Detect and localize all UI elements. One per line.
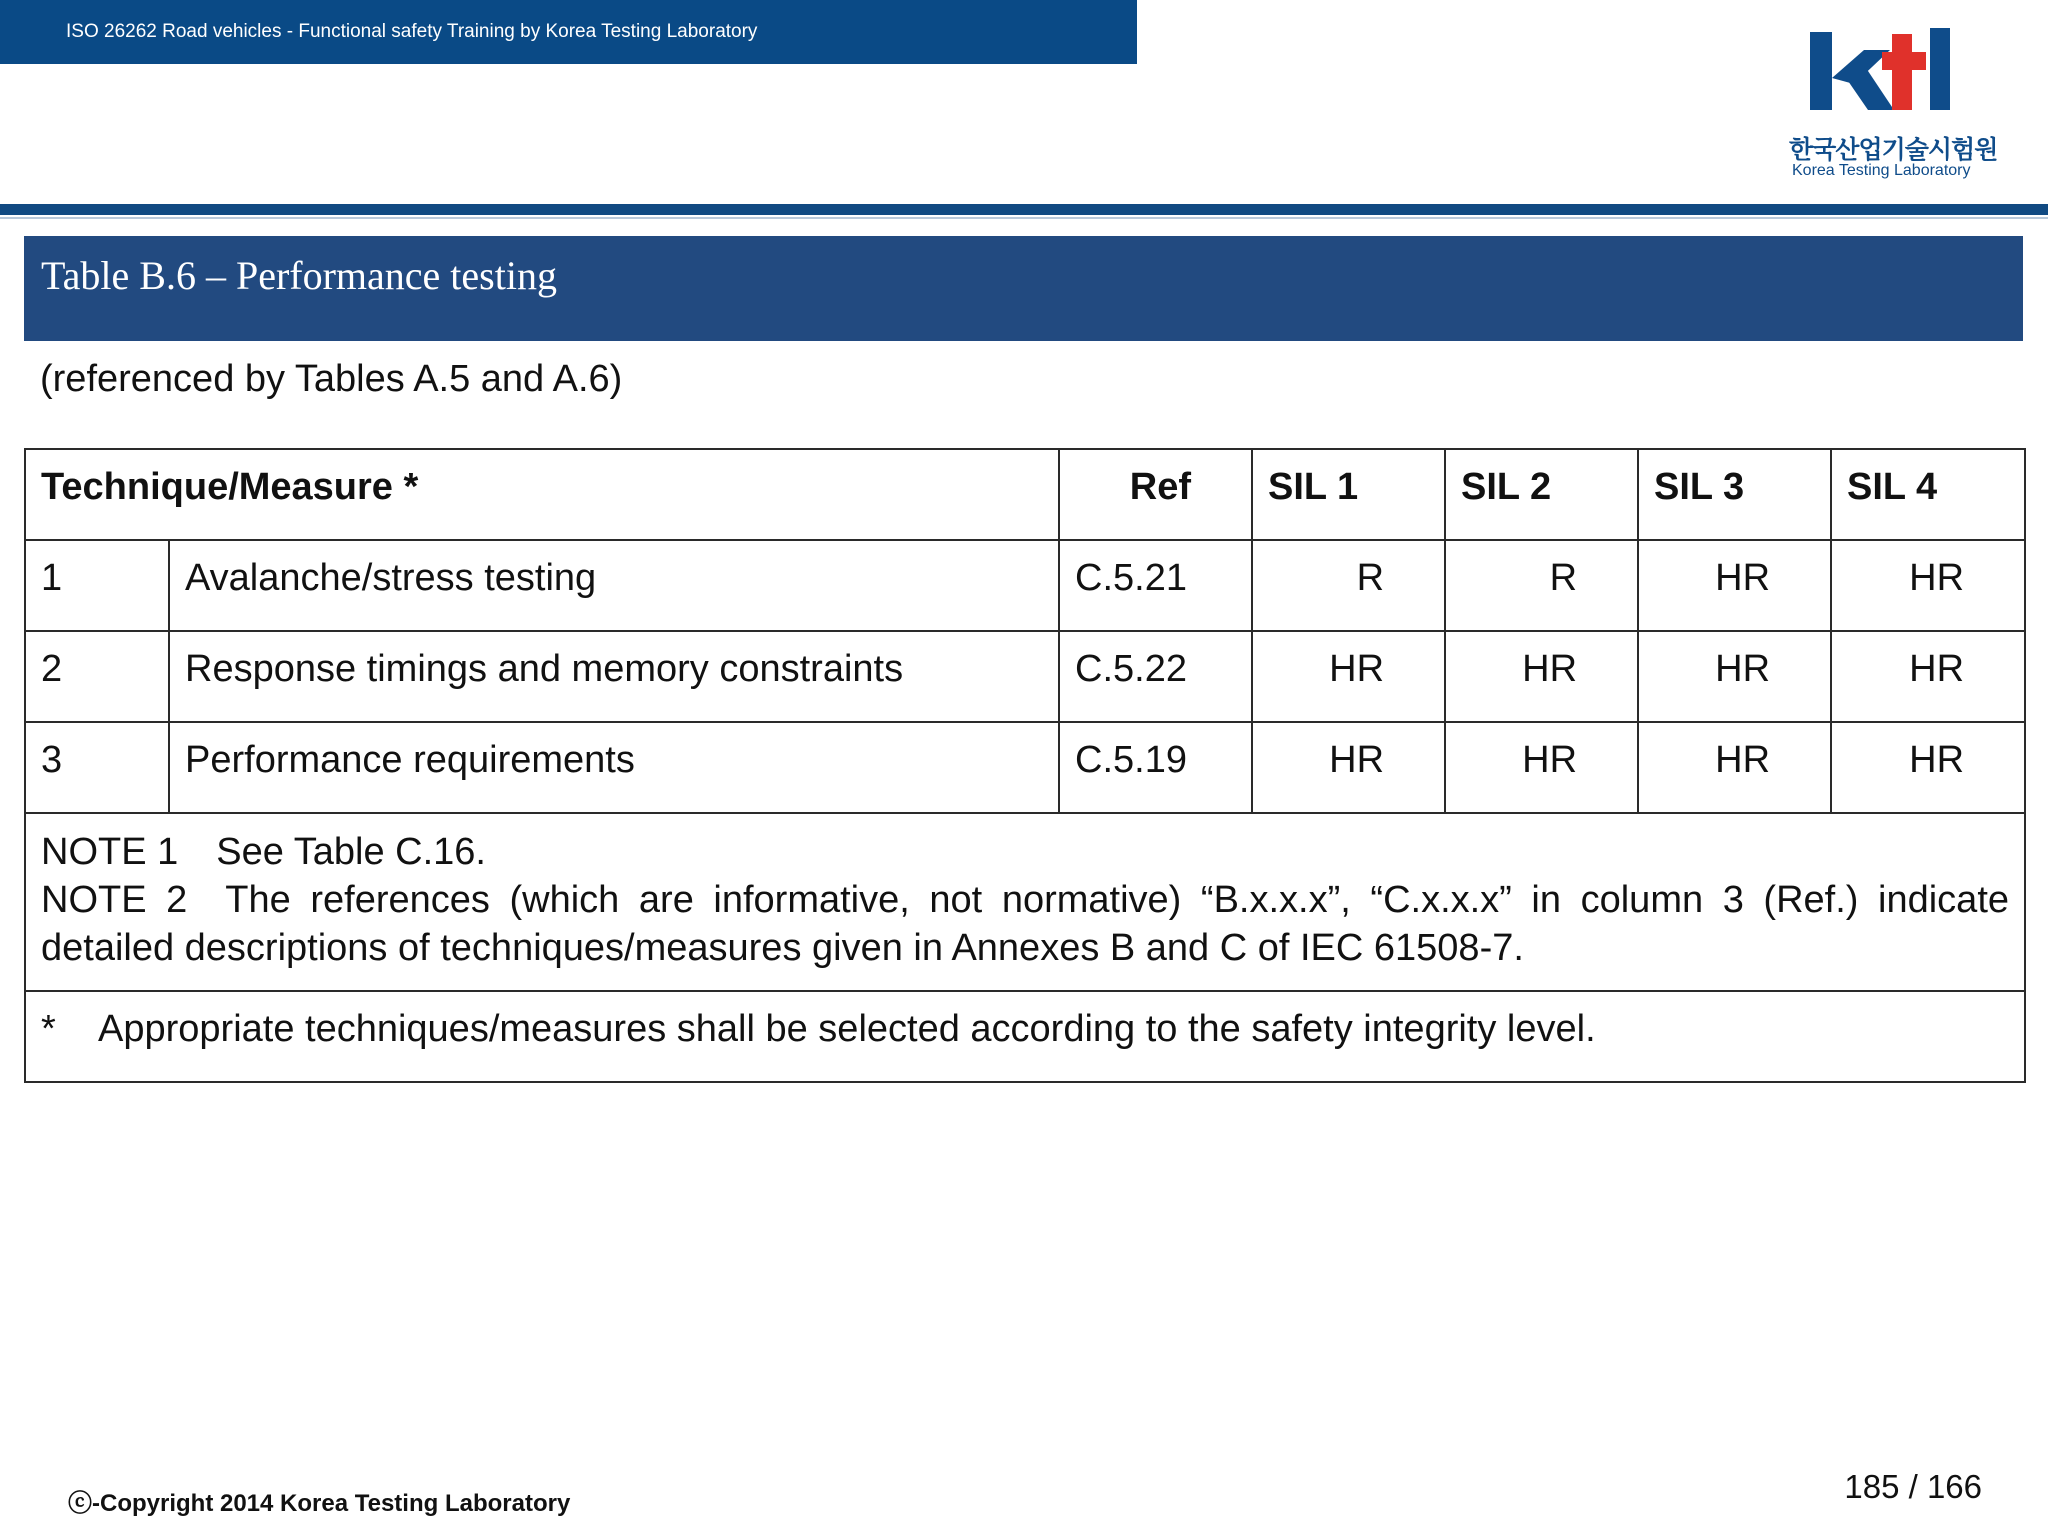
header-sil4: SIL 4 — [1831, 449, 2025, 540]
row-sil4: HR — [1831, 540, 2025, 631]
row-sil1: R — [1252, 540, 1445, 631]
header-divider — [0, 204, 2048, 215]
row-sil2: HR — [1445, 631, 1638, 722]
row-technique: Performance requirements — [169, 722, 1059, 813]
logo-korean-name: 한국산업기술시험원 — [1789, 135, 1998, 164]
ktl-logo — [1780, 26, 1998, 186]
slide-title: Table B.6 – Performance testing — [41, 253, 557, 298]
header-sil3: SIL 3 — [1638, 449, 1831, 540]
row-ref: C.5.19 — [1059, 722, 1252, 813]
notes-cell — [25, 813, 2025, 991]
header-ref: Ref — [1059, 449, 1252, 540]
header-sil1: SIL 1 — [1252, 449, 1445, 540]
row-sil4: HR — [1831, 631, 2025, 722]
page-number: 185 / 166 — [1844, 1468, 1982, 1505]
footnote-row — [25, 991, 2025, 1082]
row-sil1: HR — [1252, 722, 1445, 813]
header-technique: Technique/Measure * — [25, 449, 1059, 540]
row-sil3: HR — [1638, 631, 1831, 722]
row-sil3: HR — [1638, 722, 1831, 813]
footnote-mark: * — [41, 1008, 56, 1050]
ktl-logo-mark — [1810, 26, 1956, 112]
techniques-table — [24, 448, 2026, 1083]
row-ref: C.5.21 — [1059, 540, 1252, 631]
note-2: NOTE 2 The references (which are informative, not normative) “B.x.x.x”, “C.x.x.x” in column 3 (Ref.) indicate detailed descriptions of techniques/measures given in Annexes B and C of IEC 61508-7. — [41, 879, 2010, 969]
row-sil1: HR — [1252, 631, 1445, 722]
slide-subtitle: (referenced by Tables A.5 and A.6) — [40, 358, 623, 400]
row-sil2: HR — [1445, 722, 1638, 813]
row-number: 3 — [25, 722, 169, 813]
row-technique: Response timings and memory constraints — [169, 631, 1059, 722]
row-sil4: HR — [1831, 722, 2025, 813]
slide-title-bar — [24, 236, 2023, 341]
header-sil2: SIL 2 — [1445, 449, 1638, 540]
row-technique: Avalanche/stress testing — [169, 540, 1059, 631]
footnote-text: Appropriate techniques/measures shall be selected according to the safety integrity level. — [98, 1008, 1596, 1050]
logo-english-name: Korea Testing Laboratory — [1792, 162, 1971, 179]
copyright-notice: ⓒ-Copyright 2014 Korea Testing Laboratory — [68, 1490, 571, 1517]
table-row — [25, 540, 2025, 631]
note-1: NOTE 1 See Table C.16. — [41, 831, 486, 873]
table-row — [25, 722, 2025, 813]
table-header-row — [25, 449, 2025, 540]
row-ref: C.5.22 — [1059, 631, 1252, 722]
row-number: 2 — [25, 631, 169, 722]
footnote-cell — [25, 991, 2025, 1082]
row-number: 1 — [25, 540, 169, 631]
top-banner — [0, 0, 1137, 64]
banner-text: ISO 26262 Road vehicles - Functional safety Training by Korea Testing Laboratory — [66, 21, 758, 42]
row-sil2: R — [1445, 540, 1638, 631]
header-divider-thin — [0, 217, 2048, 219]
row-sil3: HR — [1638, 540, 1831, 631]
notes-row — [25, 813, 2025, 991]
table-row — [25, 631, 2025, 722]
